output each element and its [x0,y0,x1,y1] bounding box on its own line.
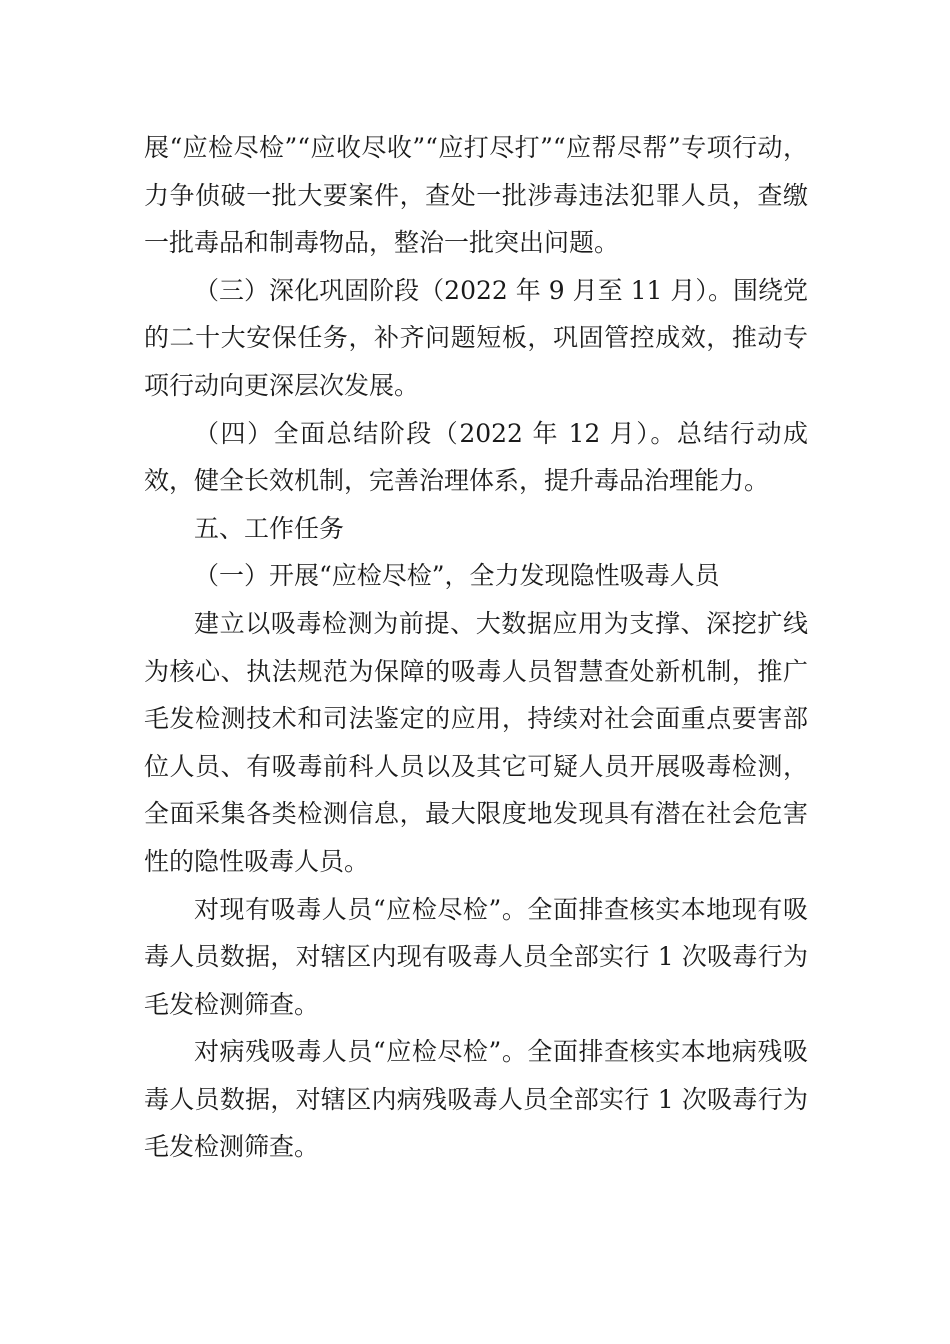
paragraph-phase-three: （三）深化巩固阶段（2022 年 9 月至 11 月）。围绕党的二十大安保任务，补齐问题短板，巩固管控成效，推动专项行动向更深层次发展。 [144,275,808,400]
section-heading-tasks: 五、工作任务 [194,513,345,543]
subsection-heading-one: （一）开展“应检尽检”，全力发现隐性吸毒人员 [194,561,720,591]
paragraph-phase-four: （四）全面总结阶段（2022 年 12 月）。总结行动成效，健全长效机制，完善治理体系，提升毒品治理能力。 [144,418,808,496]
paragraph-sick-users: 对病残吸毒人员“应检尽检”。全面排查核实本地病残吸毒人员数据，对辖区内病残吸毒人员全部实行 1 次吸毒行为毛发检测筛查。 [144,1037,808,1162]
paragraph-mechanism: 建立以吸毒检测为前提、大数据应用为支撑、深挖扩线为核心、执法规范为保障的吸毒人员智慧查处新机制，推广毛发检测技术和司法鉴定的应用，持续对社会面重点要害部位人员、有吸毒前科人员以及其它可疑人员开展吸毒检测，全面采集各类检测信息，最大限度地发现具有潜在社会危害性的隐性吸毒人员。 [144,608,808,876]
paragraph-existing-users: 对现有吸毒人员“应检尽检”。全面排查核实本地现有吸毒人员数据，对辖区内现有吸毒人员全部实行 1 次吸毒行为毛发检测筛查。 [144,894,808,1019]
paragraph-continuation: 展“应检尽检”“应收尽收”“应打尽打”“应帮尽帮”专项行动，力争侦破一批大要案件，查处一批涉毒违法犯罪人员，查缴一批毒品和制毒物品，整治一批突出问题。 [144,133,808,258]
document-page [144,124,808,1171]
